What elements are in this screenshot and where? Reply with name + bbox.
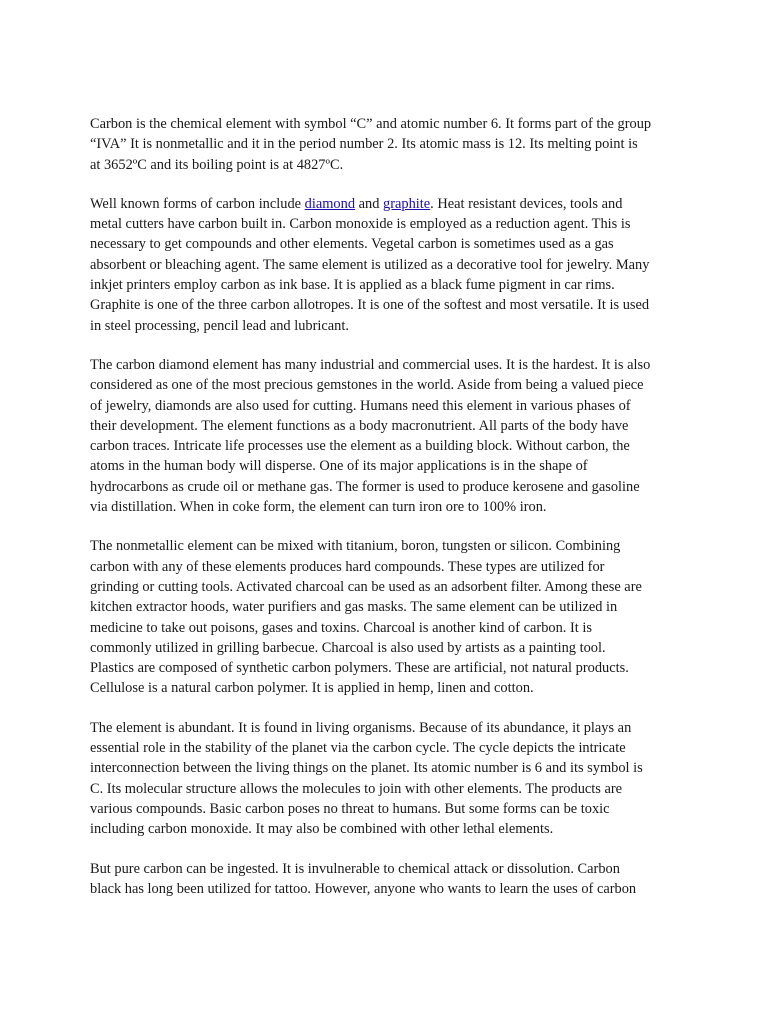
text-line [90,477,690,497]
text-line [90,799,690,819]
text-line [90,779,690,799]
text-line [90,234,690,254]
text-segment: black has long been utilized for tattoo. However, anyone who wants to learn the uses of carbon [90,880,637,897]
text-line [90,536,690,556]
text-segment: necessary to get compounds and other elements. Vegetal carbon is sometimes used as a gas [90,236,614,253]
text-segment: But pure carbon can be ingested. It is invulnerable to chemical attack or dissolution. Carbon [90,860,620,877]
text-line [90,577,690,597]
paragraph-2 [90,194,690,336]
document-body [90,114,690,918]
text-segment: Carbon is the chemical element with symbol “C” and atomic number 6. It forms part of the group [90,116,652,132]
text-segment: The element is abundant. It is found in living organisms. Because of its abundance, it plays an [90,719,632,736]
paragraph-4 [90,536,690,698]
text-segment: carbon with any of these elements produces hard compounds. These types are utilized for [90,558,605,575]
text-segment: Graphite is one of the three carbon allotropes. It is one of the softest and most versatile. It is used [90,297,650,314]
text-line [90,214,690,234]
link-graphite[interactable]: graphite [383,195,431,212]
text-segment: at 3652ºC and its boiling point is at 4827ºC. [90,156,344,173]
paragraph-1 [90,114,690,175]
text-line [90,134,690,154]
text-line [90,316,690,336]
text-segment: C. Its molecular structure allows the molecules to join with other elements. The products are [90,780,623,797]
text-segment: atoms in the human body will disperse. One of its major applications is in the shape of [90,458,588,475]
text-line [90,416,690,436]
text-segment: . Heat resistant devices, tools and [430,195,623,212]
text-segment: various compounds. Basic carbon poses no threat to humans. But some forms can be toxic [90,800,610,817]
text-line [90,738,690,758]
text-segment: The nonmetallic element can be mixed with titanium, boron, tungsten or silicon. Combining [90,538,621,555]
text-line [90,375,690,395]
text-line [90,497,690,517]
text-segment: essential role in the stability of the planet via the carbon cycle. The cycle depicts the intricate [90,740,626,757]
text-segment: in steel processing, pencil lead and lubricant. [90,317,349,334]
text-segment: commonly utilized in grilling barbecue. Charcoal is also used by artists as a painting tool. [90,639,606,656]
text-segment: metal cutters have carbon built in. Carbon monoxide is employed as a reduction agent. This is [90,216,631,233]
text-line [90,396,690,416]
text-segment: kitchen extractor hoods, water purifiers and gas masks. The same element can be utilized in [90,599,618,616]
text-segment: considered as one of the most precious gemstones in the world. Aside from being a valued piece [90,377,644,394]
text-line [90,114,690,134]
text-segment: absorbent or bleaching agent. The same element is utilized as a decorative tool for jewelry. Many [90,256,650,273]
text-line [90,355,690,375]
text-line [90,255,690,275]
text-segment: their development. The element functions as a body macronutrient. All parts of the body have [90,417,629,434]
paragraph-5 [90,718,690,840]
text-segment: interconnection between the living things on the planet. Its atomic number is 6 and its symbol is [90,760,643,777]
text-segment: “IVA” It is nonmetallic and it in the period number 2. Its atomic mass is 12. Its melting point is [90,136,638,153]
text-line [90,194,690,214]
text-line [90,597,690,617]
link-diamond[interactable]: diamond [304,195,356,212]
text-line [90,618,690,638]
text-line [90,456,690,476]
text-segment: including carbon monoxide. It may also be combined with other lethal elements. [90,821,554,838]
text-line [90,275,690,295]
paragraph-3 [90,355,690,517]
text-line [90,155,690,175]
text-line [90,295,690,315]
text-line [90,819,690,839]
text-line [90,557,690,577]
paragraph-6 [90,859,690,900]
text-segment: inkjet printers employ carbon as ink base. It is applied as a black fume pigment in car rims. [90,277,615,294]
text-line [90,859,690,879]
text-segment: hydrocarbons as crude oil or methane gas. The former is used to produce kerosene and gasoline [90,478,640,495]
text-line [90,638,690,658]
text-segment: and [355,195,384,212]
text-segment: The carbon diamond element has many industrial and commercial uses. It is the hardest. It is also [90,356,651,373]
text-segment: grinding or cutting tools. Activated charcoal can be used as an adsorbent filter. Among these are [90,578,642,595]
text-segment: Well known forms of carbon include [90,195,305,212]
text-segment: medicine to take out poisons, gases and toxins. Charcoal is another kind of carbon. It is [90,619,592,636]
text-line [90,718,690,738]
text-segment: of jewelry, diamonds are also used for cutting. Humans need this element in various phases of [90,397,631,414]
text-segment: carbon traces. Intricate life processes use the element as a building block. Without carbon, the [90,438,630,455]
text-line [90,758,690,778]
text-line [90,879,690,899]
text-line [90,658,690,678]
text-segment: Cellulose is a natural carbon polymer. It is applied in hemp, linen and cotton. [90,680,534,697]
text-segment: Plastics are composed of synthetic carbon polymers. These are artificial, not natural products. [90,660,629,677]
text-segment: via distillation. When in coke form, the element can turn iron ore to 100% iron. [90,499,547,516]
text-line [90,436,690,456]
text-line [90,678,690,698]
